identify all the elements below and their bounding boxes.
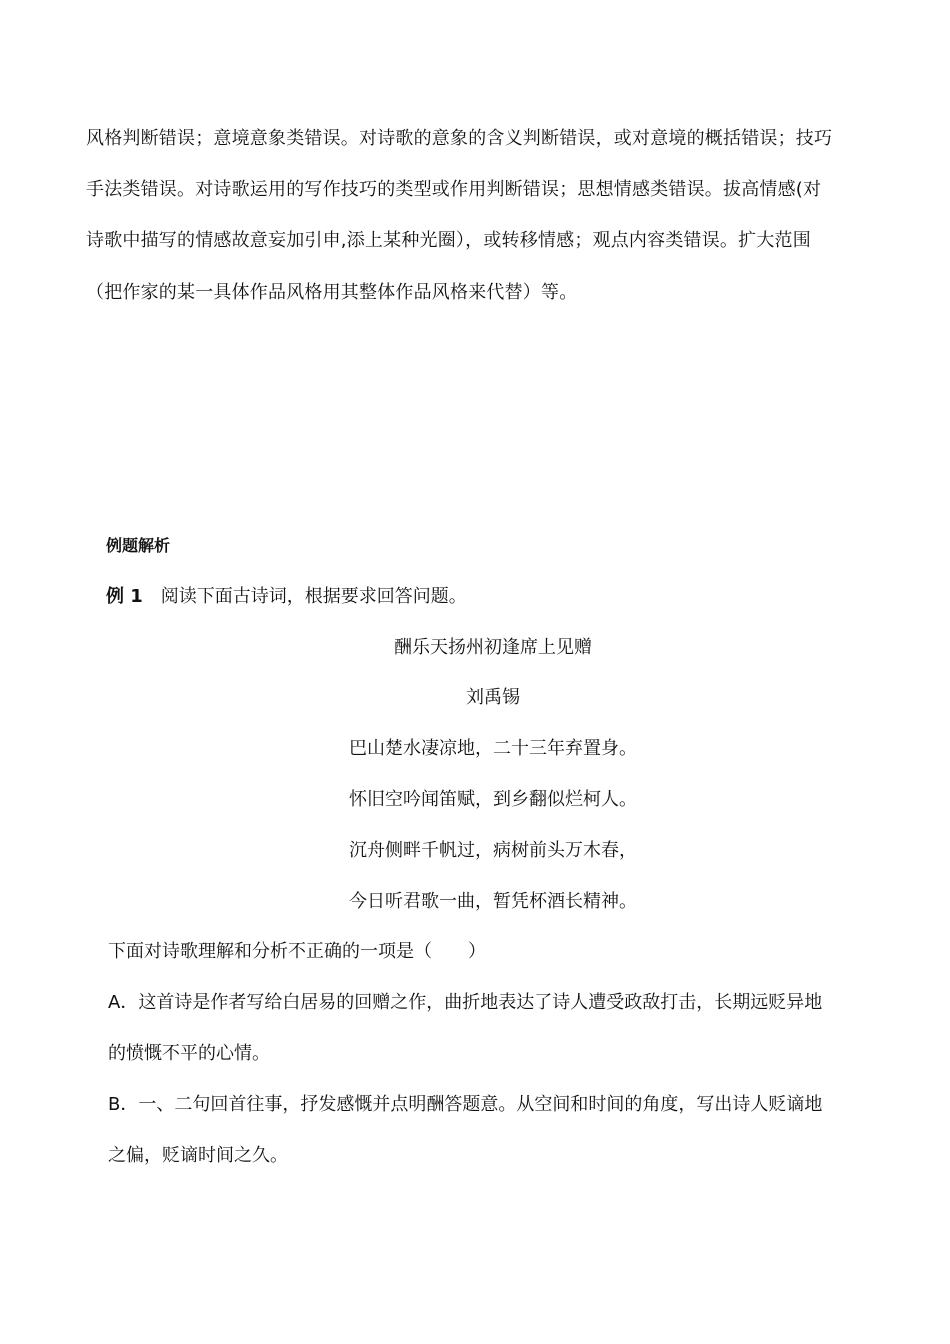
example-line xyxy=(106,584,886,610)
option-a-line-1: A．这首诗是作者写给白居易的回赠之作，曲折地表达了诗人遭受政敌打击，长期远贬异地 xyxy=(108,992,823,1013)
poem-line-1: 巴山楚水凄凉地，二十三年弃置身。 xyxy=(349,738,637,759)
intro-line-4: （把作家的某一具体作品风格用其整体作品风格来代替）等。 xyxy=(86,282,578,303)
poem-title: 酬乐天扬州初逢席上见赠 xyxy=(394,637,592,658)
poem-line-2: 怀旧空吟闻笛赋，到乡翻似烂柯人。 xyxy=(349,789,637,810)
option-a-line-2: 的愤慨不平的心情。 xyxy=(108,1043,270,1064)
intro-line-1: 风格判断错误；意境意象类错误。对诗歌的意象的含义判断错误，或对意境的概括错误；技巧 xyxy=(86,128,833,149)
poem-line-4: 今日听君歌一曲，暂凭杯酒长精神。 xyxy=(349,891,637,912)
example-label: 例 1 xyxy=(106,586,143,607)
option-b-line-2: 之偏，贬谪时间之久。 xyxy=(108,1145,288,1166)
option-b-line-1: B．一、二句回首往事，抒发感慨并点明酬答题意。从空间和时间的角度，写出诗人贬谪地 xyxy=(108,1094,823,1115)
poem-line-3: 沉舟侧畔千帆过，病树前头万木春， xyxy=(349,840,637,861)
question-stem: 下面对诗歌理解和分析不正确的一项是（ ） xyxy=(108,941,486,962)
section-heading: 例题解析 xyxy=(106,536,171,555)
example-prompt: 阅读下面古诗词，根据要求回答问题。 xyxy=(160,586,467,607)
intro-line-3: 诗歌中描写的情感故意妄加引申,添上某种光圈），或转移情感；观点内容类错误。扩大范围 xyxy=(86,230,811,251)
intro-line-2: 手法类错误。对诗歌运用的写作技巧的类型或作用判断错误；思想情感类错误。拔高情感(对 xyxy=(86,179,822,200)
poem-author: 刘禹锡 xyxy=(466,687,520,708)
